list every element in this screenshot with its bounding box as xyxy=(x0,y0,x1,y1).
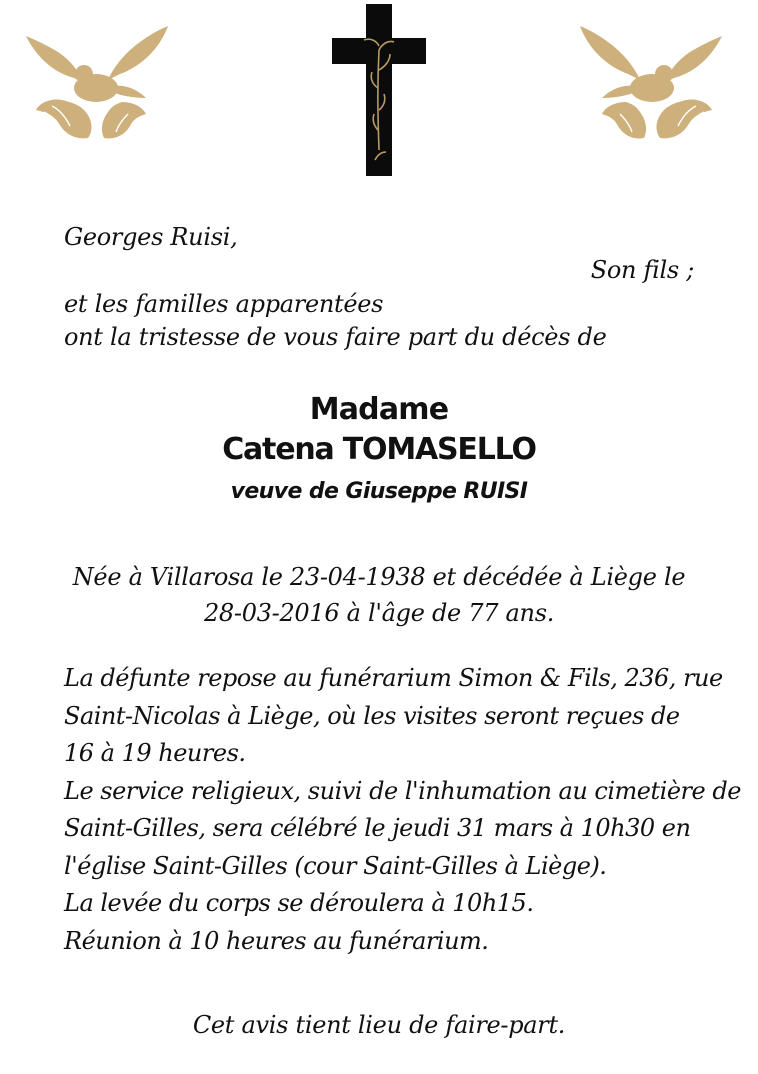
deceased-name: Catena TOMASELLO xyxy=(222,432,536,467)
details-line: Saint-Gilles, sera célébré le jeudi 31 mars à 10h30 en xyxy=(64,814,691,842)
family-member: Georges Ruisi, xyxy=(64,223,238,251)
families-line: et les familles apparentées xyxy=(64,290,384,318)
closing-line: Cet avis tient lieu de faire-part. xyxy=(192,1011,566,1039)
dove-with-hands-icon xyxy=(576,22,726,154)
dates-line-2: 28-03-2016 à l'âge de 77 ans. xyxy=(203,599,555,627)
details-line: Saint-Nicolas à Liège, où les visites seront reçues de xyxy=(64,701,680,730)
widow-of: veuve de Giuseppe RUISI xyxy=(230,479,528,504)
funeral-details xyxy=(64,660,741,960)
details-line: l'église Saint-Gilles (cour Saint-Gilles à Liège). xyxy=(64,851,607,880)
details-line: La défunte repose au funérarium Simon & Fils, 236, rue xyxy=(64,664,723,692)
relation: Son fils ; xyxy=(590,256,694,284)
announcement-line: ont la tristesse de vous faire part du décès de xyxy=(64,323,607,351)
details-line: Le service religieux, suivi de l'inhumation au cimetière de xyxy=(64,776,741,805)
details-line: 16 à 19 heures. xyxy=(64,739,246,767)
deceased-title: Madame xyxy=(309,392,449,427)
dates-line-1: Née à Villarosa le 23-04-1938 et décédée à Liège le xyxy=(72,563,686,591)
cross-icon xyxy=(328,0,430,180)
details-line: Réunion à 10 heures au funérarium. xyxy=(64,926,489,955)
details-line: La levée du corps se déroulera à 10h15. xyxy=(64,889,534,917)
dove-with-hands-icon xyxy=(22,22,172,154)
